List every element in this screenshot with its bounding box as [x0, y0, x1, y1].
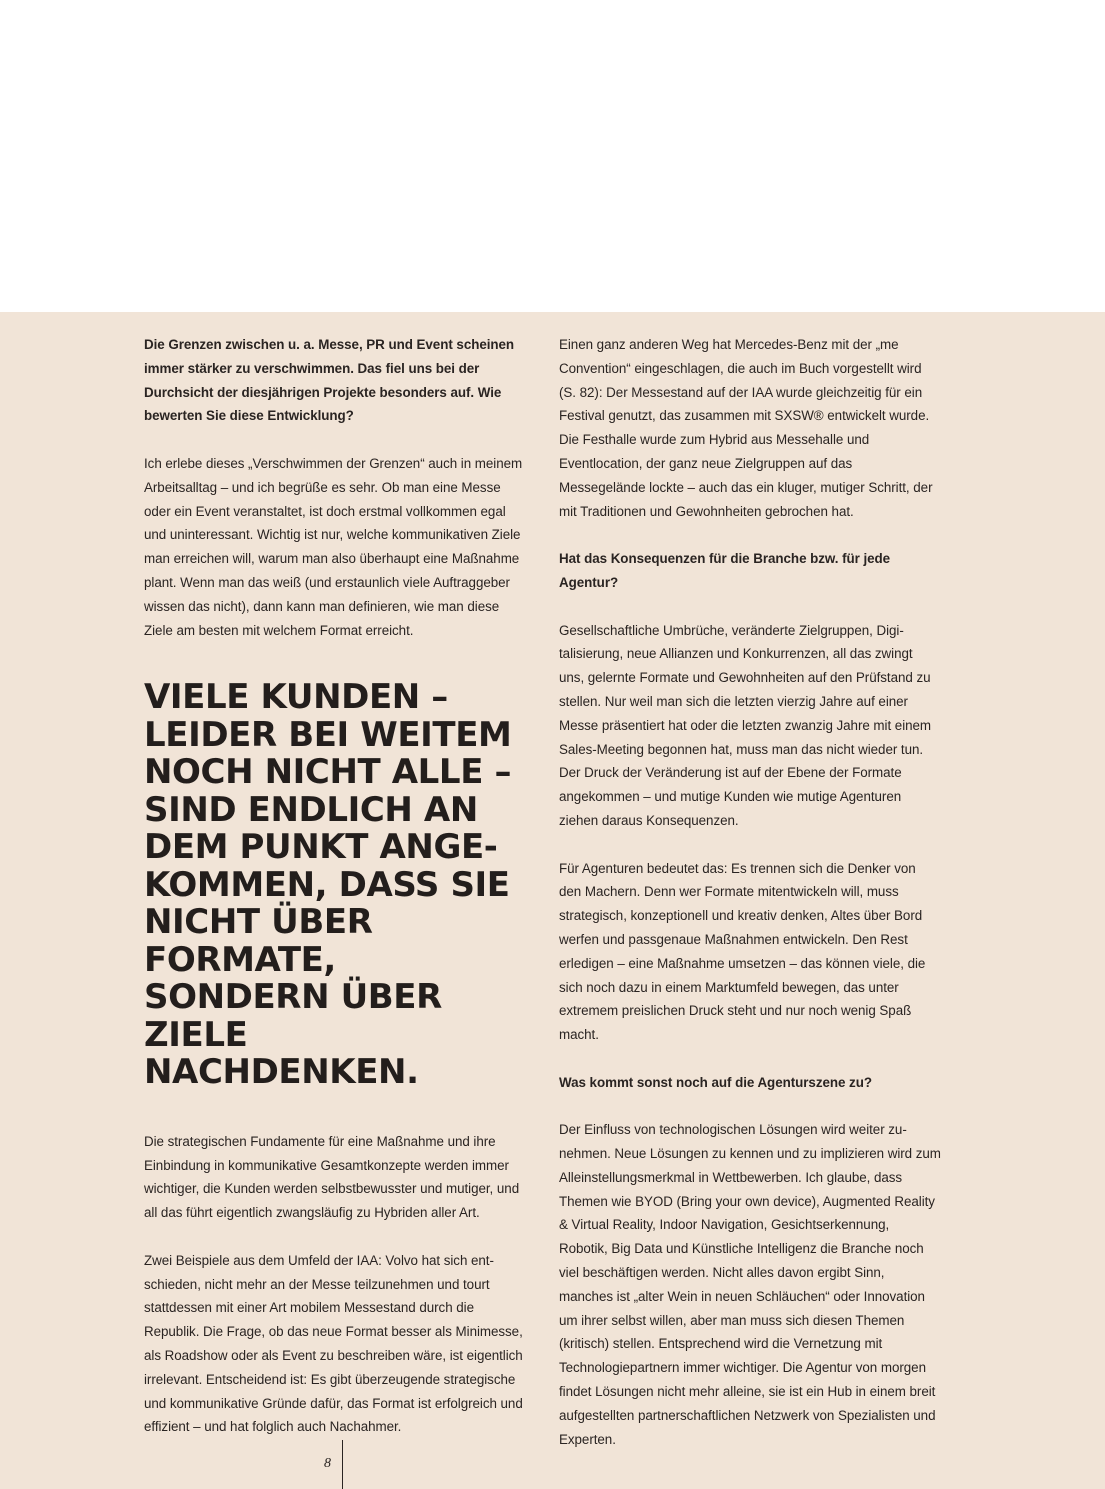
right-column — [559, 333, 941, 1475]
body-paragraph-3: Zwei Beispiele aus dem Umfeld der IAA: Volvo hat sich entschieden, nicht mehr an der Messe teilzunehmen und tourt stattdessen mit einer Art mobilem Messestand durch die Republik. Die Frage, ob das neue Format besser als Minimesse, als Roadshow oder als Event zu beschreiben wäre, ist eigentlich irrelevant. Entscheidend ist: Es gibt überzeugende strategische und kommunikative Gründe dafür, das Format ist erfolgreich und effizient – und hat folglich auch Nachahmer. — [144, 1252, 523, 1435]
pull-quote: VIELE KUNDEN – LEIDER BEI WEITEM NOCH NICHT ALLE – SIND ENDLICH AN DEM PUNKT ANGE- KOMMEN, DASS SIE NICHT ÜBER FORMATE, SONDERN ÜBER ZIELE NACHDENKEN. — [144, 677, 512, 1093]
body-paragraph-mercedes: Einen ganz anderen Weg hat Mercedes-Benz mit der „me Convention“ eingeschlagen, die auch im Buch vorgestellt wird (S. 82): Der Messestand auf der IAA wurde gleichzeitig für ein Festival genutzt, das zusammen mit SXSW® entwickelt wurde. Die Festhalle wurde zum Hybrid aus Messehalle und Eventlocation, der ganz neue Zielgruppen auf das Messegelände lockte – auch das ein kluger, mutiger Schritt, der mit Traditionen und Gewohnheiten gebrochen hat. — [559, 337, 933, 519]
page-number: 8 — [324, 1456, 331, 1471]
interview-answer-1: Ich erlebe dieses „Verschwimmen der Grenzen“ auch in meinem Arbeitsalltag – und ich begrüße es sehr. Ob man eine Messe oder ein Event veranstaltet, ist doch erstmal vollkommen egal und uninteressant. Wichtig ist nur, welche kommunikativen Ziele man erreichen will, warum man also überhaupt eine Maßnahme plant. Wenn man das weiß (und erstaunlich viele Auftraggeber wissen das nicht), dann kann man definieren, wie man diese Ziele am besten mit welchem Format erreicht. — [144, 455, 523, 638]
interview-question-3: Was kommt sonst noch auf die Agenturszene zu? — [559, 1074, 872, 1090]
interview-answer-3: Der Einfluss von technologischen Lösungen wird weiter zunehmen. Neue Lösungen zu kennen und zu implizieren wird zum Alleinstellungsmerkmal in Wettbewerben. Ich glaube, dass Themen wie BYOD (Bring your own device), Augmented Reality & Virtual Reality, Indoor Navigation, Gesichtserkennung, Robotik, Big Data und Künstliche Intelligenz die Branche noch viel beschäftigen werden. Nicht alles davon ergibt Sinn, manches ist „alter Wein in neuen Schläuchen“ oder Innovation um ihrer selbst willen, aber man muss sich diesen Themen (kritisch) stellen. Entsprechend wird die Vernetzung mit Technologiepartnern immer wichtiger. Die Agentur von morgen findet Lösungen nicht mehr alleine, sie ist ein Hub in einem breit aufgestellten partnerschaftlichen Netzwerk von Spezialisten und Experten. — [559, 1122, 941, 1447]
interview-question-1: Die Grenzen zwischen u. a. Messe, PR und Event scheinen immer stärker zu verschwimmen. Das fiel uns bei der Durchsicht der diesjährigen Projekte besonders auf. Wie bewerten Sie diese Entwicklung? — [144, 337, 515, 424]
left-column — [144, 333, 526, 1463]
top-blank-area — [0, 0, 1105, 312]
interview-question-2: Hat das Konsequenzen für die Branche bzw. für jede Agentur? — [559, 551, 891, 590]
page-divider-rule — [342, 1440, 343, 1489]
body-paragraph-2: Die strategischen Fundamente für eine Maßnahme und ihre Einbindung in kommunikative Gesamtkonzepte werden immer wichtiger, die Kunden werden selbstbewusster und mutiger, und all das führt eigentlich zwangsläufig zu Hybriden aller Art. — [144, 1133, 520, 1221]
interview-answer-2b: Für Agenturen bedeutet das: Es trennen sich die Denker von den Machern. Denn wer Formate mitentwickeln will, muss strategisch, konzeptionell und kreativ denken, Altes über Bord werfen und passgenaue Maßnahmen entwickeln. Den Rest erledigen – eine Maßnahme umsetzen – das können viele, die sich noch dazu in einem Marktumfeld bewegen, das unter extremem preislichen Druck steht und nur noch wenig Spaß macht. — [559, 860, 926, 1043]
interview-answer-2a: Gesellschaftliche Umbrüche, veränderte Zielgruppen, Digitalisierung, neue Allianzen und Konkurrenzen, all das zwingt uns, gelernte Formate und Gewohnheiten auf den Prüfstand zu stellen. Nur weil man sich die letzten vierzig Jahre auf einer Messe präsentiert hat oder die letzten zwanzig Jahre mit einem Sales-Meeting begonnen hat, muss man das nicht wieder tun. Der Druck der Veränderung ist auf der Ebene der Formate angekommen – und mutige Kunden wie mutige Agenturen ziehen daraus Konsequenzen. — [559, 622, 932, 828]
